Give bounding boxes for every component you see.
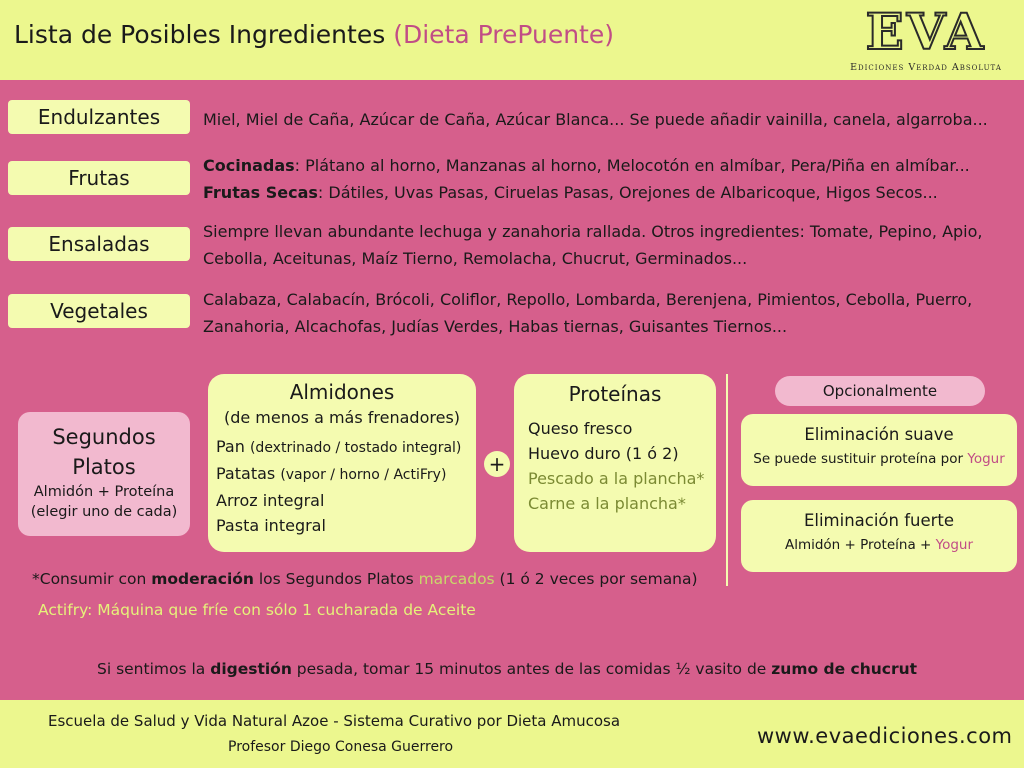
almidones-item xyxy=(216,513,468,538)
eliminacion-fuerte-title: Eliminación fuerte xyxy=(803,511,955,530)
almidones-box xyxy=(208,374,476,552)
digest-mid: pesada, tomar 15 minutos antes de las comidas ½ vasito de xyxy=(291,660,772,678)
footer-bar xyxy=(0,700,1024,768)
almidones-item-main: Arroz integral xyxy=(216,491,325,510)
eliminacion-fuerte-desc xyxy=(741,534,1017,556)
segundos-platos-box xyxy=(18,412,190,536)
header-bar xyxy=(0,0,1024,80)
proteinas-item: Huevo duro (1 ó 2) xyxy=(528,444,679,463)
vegetales-line-2: Zanahoria, Alcachofas, Judías Verdes, Habas tiernas, Guisantes Tiernos... xyxy=(203,317,788,336)
eliminacion-suave-box xyxy=(741,414,1017,486)
almidones-item-main: Pan xyxy=(216,437,250,456)
proteinas-list xyxy=(528,416,705,516)
plus-icon: + xyxy=(484,451,510,477)
eliminacion-fuerte-box xyxy=(741,500,1017,572)
category-text-endulzantes: Miel, Miel de Caña, Azúcar de Caña, Azúcar Blanca... Se puede añadir vainilla, canela, algarroba... xyxy=(203,110,988,129)
frutas-cocinadas-line xyxy=(203,152,1015,179)
proteinas-item-marked: Carne a la plancha* xyxy=(528,494,686,513)
proteinas-item-marked: Pescado a la plancha* xyxy=(528,469,705,488)
opcionalmente-label: Opcionalmente xyxy=(775,376,985,406)
eliminacion-suave-desc xyxy=(741,448,1017,470)
eliminacion-suave-title: Eliminación suave xyxy=(804,425,954,444)
note-pre: *Consumir con xyxy=(32,570,152,588)
note-post: (1 ó 2 veces por semana) xyxy=(494,570,698,588)
ensaladas-line-2: Cebolla, Aceitunas, Maíz Tierno, Remolacha, Chucrut, Germinados... xyxy=(203,249,748,268)
actifry-note: Actifry: Máquina que fríe con sólo 1 cucharada de Aceite xyxy=(38,601,476,619)
note-marked: marcados xyxy=(418,570,495,588)
category-label-ensaladas: Ensaladas xyxy=(8,227,190,261)
digestion-note xyxy=(97,657,917,681)
category-text-ensaladas xyxy=(203,218,1015,272)
digest-pre: Si sentimos la xyxy=(97,660,211,678)
almidones-item-detail: (dextrinado / tostado integral) xyxy=(249,440,462,456)
almidones-title: Almidones xyxy=(289,380,395,404)
note-bold: moderación xyxy=(151,570,254,588)
page-title-main: Lista de Posibles Ingredientes xyxy=(14,20,386,49)
frutas-secas-line xyxy=(203,179,1015,206)
proteinas-box xyxy=(514,374,716,552)
almidones-item xyxy=(216,434,468,461)
moderacion-note xyxy=(32,567,698,591)
almidones-item-detail: (vapor / horno / ActiFry) xyxy=(280,467,447,483)
almidones-item xyxy=(216,461,468,488)
almidones-subtitle: (de menos a más frenadores) xyxy=(223,408,461,427)
frutas-cocinadas-text: : Plátano al horno, Manzanas al horno, Melocotón en almíbar, Pera/Piña en almíbar... xyxy=(294,156,970,175)
category-label-vegetales: Vegetales xyxy=(8,294,190,328)
vegetales-line-1: Calabaza, Calabacín, Brócoli, Coliflor, Repollo, Lombarda, Berenjena, Pimientos, Cebolla, Puerro, xyxy=(203,290,973,309)
almidones-item xyxy=(216,488,468,513)
proteinas-title: Proteínas xyxy=(568,382,662,406)
footer-professor: Profesor Diego Conesa Guerrero xyxy=(228,739,454,755)
proteinas-item: Queso fresco xyxy=(528,419,633,438)
ensaladas-line-1: Siempre llevan abundante lechuga y zanahoria rallada. Otros ingredientes: Tomate, Pepino, Apio, xyxy=(203,222,983,241)
category-label-frutas: Frutas xyxy=(8,161,190,195)
page-title xyxy=(14,20,614,49)
eliminacion-fuerte-yogur: Yogur xyxy=(935,537,974,553)
eva-logo xyxy=(836,4,1016,76)
digest-bold-zumo: zumo de chucrut xyxy=(771,660,918,678)
footer-school: Escuela de Salud y Vida Natural Azoe - Sistema Curativo por Dieta Amucosa xyxy=(48,712,621,730)
frutas-secas-text: : Dátiles, Uvas Pasas, Ciruelas Pasas, Orejones de Albaricoque, Higos Secos... xyxy=(317,183,938,202)
segundos-sub-line-1: Almidón + Proteína xyxy=(33,484,175,500)
frutas-secas-label: Frutas Secas xyxy=(203,183,318,202)
category-text-vegetales xyxy=(203,286,1015,340)
almidones-item-main: Pasta integral xyxy=(216,516,326,535)
eliminacion-fuerte-desc-text: Almidón + Proteína + xyxy=(784,537,936,553)
logo-mark: EVA xyxy=(865,2,987,61)
logo-subtitle: Ediciones Verdad Absoluta xyxy=(850,62,1002,73)
vertical-divider xyxy=(726,374,728,586)
eliminacion-suave-desc-text: Se puede sustituir proteína por xyxy=(753,451,968,467)
almidones-list xyxy=(216,434,468,538)
segundos-sub-line-2: (elegir uno de cada) xyxy=(30,504,178,520)
eliminacion-suave-yogur: Yogur xyxy=(967,451,1005,467)
almidones-item-main: Patatas xyxy=(216,464,281,483)
frutas-cocinadas-label: Cocinadas xyxy=(203,156,295,175)
segundos-title-line-1: Segundos xyxy=(52,425,156,449)
segundos-title-line-2: Platos xyxy=(72,455,136,479)
note-mid: los Segundos Platos xyxy=(253,570,419,588)
digest-bold-digestion: digestión xyxy=(210,660,292,678)
category-text-frutas xyxy=(203,152,1015,206)
category-label-endulzantes: Endulzantes xyxy=(8,100,190,134)
page-title-subtitle: (Dieta PrePuente) xyxy=(393,20,614,49)
footer-website-link[interactable]: www.evaediciones.com xyxy=(757,724,1013,748)
